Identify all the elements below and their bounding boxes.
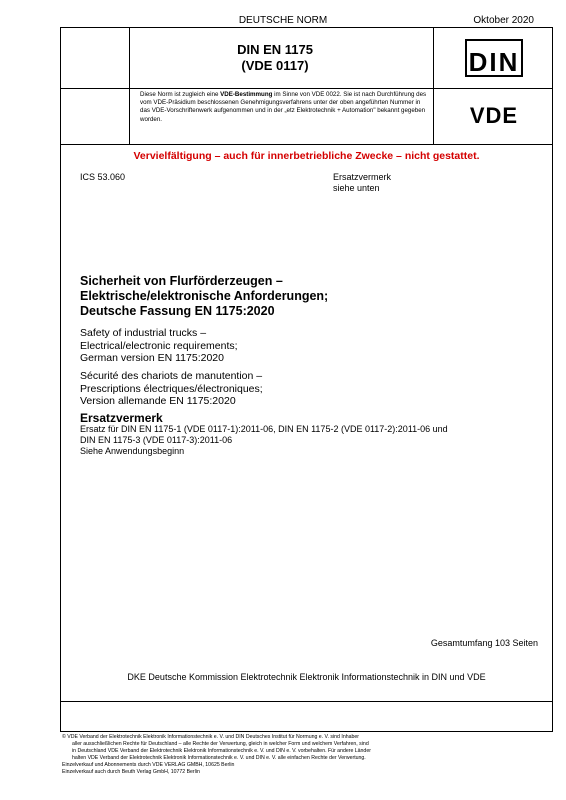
divider-footer	[61, 701, 552, 702]
title-german-line: Sicherheit von Flurförderzeugen –	[80, 274, 283, 288]
divider-header-bottom	[61, 144, 552, 145]
title-english-line: German version EN 1175:2020	[80, 352, 224, 364]
replacement-reference-label: Ersatzvermerk	[333, 172, 392, 182]
replacement-reference-hint: siehe unten	[333, 183, 380, 193]
cover-frame	[60, 27, 553, 732]
title-german-line: Deutsche Fassung EN 1175:2020	[80, 304, 275, 318]
replacement-reference	[333, 172, 391, 194]
replacement-details	[80, 424, 545, 457]
vde-note-bold: VDE-Bestimmung	[220, 91, 273, 98]
copyright-footer	[62, 734, 552, 776]
footer-line: halten VDE Verband der Elektrotechnik Elektronik Informationstechnik e. V. und DIN e. V. alle einfachen Rechte der Verwertung.	[72, 755, 366, 761]
title-french-line: Version allemande EN 1175:2020	[80, 395, 236, 407]
committee-line: DKE Deutsche Kommission Elektrotechnik Elektronik Informationstechnik in DIN und VDE	[127, 672, 486, 682]
ics-code: ICS 53.060	[80, 172, 126, 182]
publication-date: Oktober 2020	[473, 15, 534, 26]
title-english-line: Safety of industrial trucks –	[80, 327, 207, 339]
title-english	[80, 327, 238, 365]
title-german-line: Elektrische/elektronische Anforderungen;	[80, 289, 329, 303]
replacement-line: DIN EN 1175-3 (VDE 0117-3):2011-06	[80, 435, 233, 445]
title-english-line: Electrical/electronic requirements;	[80, 339, 238, 352]
footer-line: Einzelverkauf auch durch Beuth Verlag GmbH, 10772 Berlin	[62, 769, 200, 775]
vde-regulation-note	[140, 91, 428, 124]
footer-line: aller ausschließlichen Rechte für Deutschland – alle Rechte der Verwertung, gleich in welcher Form und welchem Verfahren, sind	[72, 741, 369, 747]
vde-number: (VDE 0117)	[241, 58, 309, 73]
document-number	[130, 42, 420, 74]
footer-line: © VDE Verband der Elektrotechnik Elektronik Informationstechnik e. V. und DIN Deutsches Institut für Normung e. V. sind Inhaber	[62, 734, 359, 740]
title-german	[80, 274, 520, 319]
total-pages: Gesamtumfang 103 Seiten	[430, 638, 538, 648]
title-french	[80, 370, 263, 408]
vde-note-text-cont: im Sinne von VDE 0022. Sie ist nach Durchführung des vom VDE-Präsidium beschlossenen Genehmigungsverfahrens unter der oben angeführten Nummer in das VDE-Vorschriftenwerk aufgenommen und in der „etz Elektrotechnik + Automation" bekannt gegeben worden.	[140, 91, 427, 123]
vde-note-text: Diese Norm ist zugleich eine	[140, 91, 221, 98]
replacement-line: Siehe Anwendungsbeginn	[80, 446, 185, 456]
footer-line: Einzelverkauf und Abonnements durch VDE VERLAG GMBH, 10625 Berlin	[62, 762, 235, 768]
replacement-heading: Ersatzvermerk	[80, 411, 163, 425]
din-logo-mark: DIN	[465, 39, 523, 77]
standard-series-label: DEUTSCHE NORM	[238, 15, 328, 26]
title-french-line: Prescriptions électriques/électroniques;	[80, 382, 263, 395]
vde-logo: VDE	[469, 103, 519, 128]
reproduction-notice: Vervielfältigung – auch für innerbetriebliche Zwecke – nicht gestattet.	[133, 150, 480, 162]
title-french-line: Sécurité des chariots de manutention –	[80, 370, 263, 382]
footer-line: in Deutschland VDE Verband der Elektrotechnik Elektronik Informationstechnik e. V. und DIN e. V. vorbehalten. Für andere Länder	[72, 748, 371, 754]
replacement-line: Ersatz für DIN EN 1175-1 (VDE 0117-1):2011-06, DIN EN 1175-2 (VDE 0117-2):2011-06 und	[80, 424, 448, 434]
din-logo	[434, 28, 554, 88]
din-number: DIN EN 1175	[237, 42, 313, 57]
